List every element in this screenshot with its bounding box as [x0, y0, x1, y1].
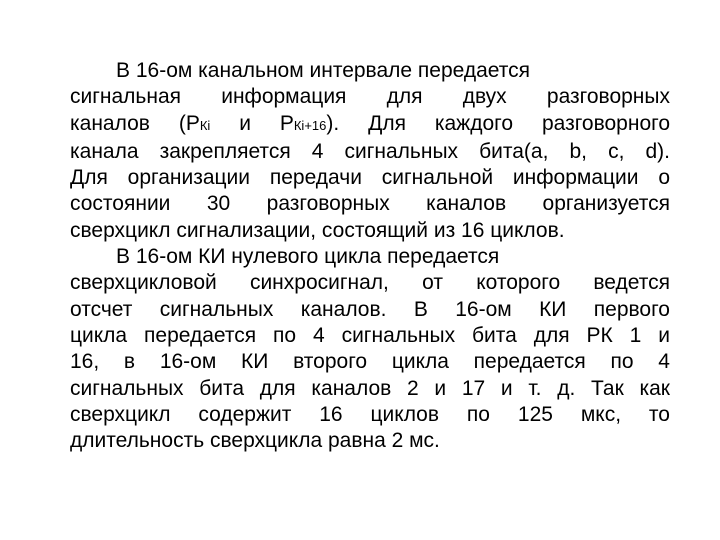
text-line: В 16-ом КИ нулевого цикла передается [116, 245, 500, 269]
text-line: 16, в 16-ом КИ второго цикла передается по 4 [70, 350, 670, 374]
text-line: состоянии 30 разговорных каналов организуется [70, 192, 670, 216]
subscript-ki16: Кi+16 [293, 117, 327, 133]
paragraph-1 [70, 58, 670, 244]
subscript-ki: Кi [199, 117, 211, 133]
text-line-with-subscripts [70, 111, 670, 139]
text-line: В 16-ом канальном интервале передается [116, 59, 531, 82]
paragraph-2 [70, 244, 670, 454]
text-line: канала закрепляется 4 сигнальных бита(a, b, c, d). [70, 139, 670, 163]
body-text [70, 58, 670, 454]
text-fragment: ). Для каждого разговорного [326, 111, 671, 135]
text-line: сигнальных бита для каналов 2 и 17 и т. д. Так как [70, 376, 670, 400]
text-line: сверхцикловой синхросигнал, от которого ведется [70, 271, 670, 295]
text-line: Для организации передачи сигнальной информации о [70, 166, 670, 190]
text-fragment: каналов (Р [70, 111, 200, 135]
text-line: сверхцикл сигнализации, состоящий из 16 циклов. [70, 218, 565, 242]
text-line: отсчет сигнальных каналов. В 16-ом КИ первого [70, 297, 670, 321]
text-fragment: и Р [210, 111, 294, 135]
text-line: сверхцикл содержит 16 циклов по 125 мкс, то [70, 402, 670, 426]
text-line: длительность сверхцикла равна 2 мс. [70, 429, 440, 453]
text-line: цикла передается по 4 сигнальных бита для РК 1 и [70, 323, 670, 347]
text-line: сигнальная информация для двух разговорных [70, 85, 670, 109]
